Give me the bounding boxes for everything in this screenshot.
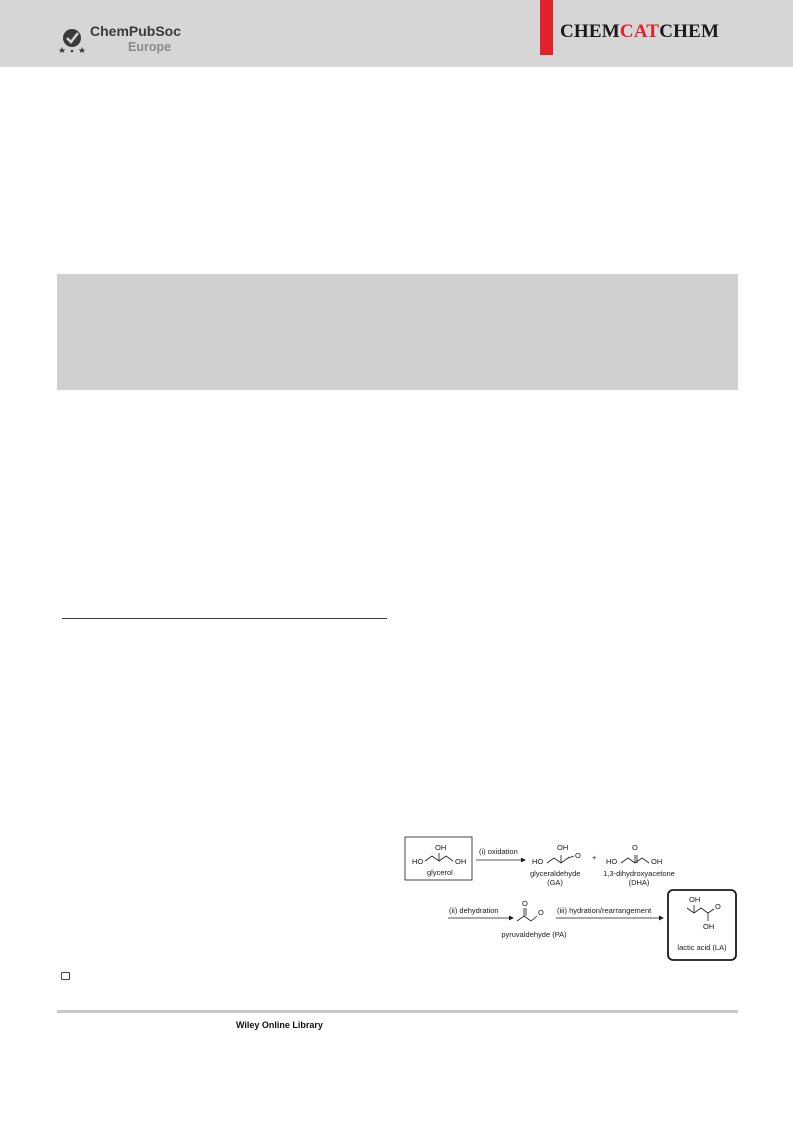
- publisher-footer: Wiley Online Library: [236, 1020, 323, 1030]
- journal-title: [560, 21, 719, 43]
- pa-skeleton: [517, 908, 537, 921]
- la-skeleton: [687, 905, 714, 921]
- ga-abbr: (GA): [547, 878, 563, 887]
- ga-ho: HO: [532, 857, 544, 866]
- arrow-head: [521, 858, 525, 862]
- arrow-head: [509, 916, 513, 920]
- la-oh-bottom: OH: [703, 922, 715, 931]
- ga-o: O: [575, 851, 581, 860]
- la-o: O: [715, 902, 721, 911]
- dha-label: 1,3-dihydroxyacetone: [603, 869, 675, 878]
- journal-title-part: CHEM: [560, 21, 620, 42]
- step1-label: (i) oxidation: [479, 847, 518, 856]
- journal-header: [0, 0, 793, 67]
- pa-label: pyruvaldehyde (PA): [501, 930, 567, 939]
- arrow-head: [659, 916, 663, 920]
- journal-accent-bar: [540, 0, 553, 55]
- journal-title-part: CHEM: [659, 21, 720, 42]
- chempubsoc-star-icon: [58, 25, 86, 53]
- la-label: lactic acid (LA): [677, 943, 727, 952]
- reaction-scheme: [404, 836, 738, 962]
- pa-o-top: O: [522, 899, 528, 908]
- ga-label: glyceraldehyde: [530, 869, 581, 878]
- journal-title-part: CAT: [619, 21, 660, 42]
- glycerol-label: glycerol: [427, 868, 453, 877]
- glycerol-oh: OH: [455, 857, 467, 866]
- ga-skeleton: [547, 855, 574, 863]
- dha-oh: OH: [651, 857, 663, 866]
- plus-sign: +: [592, 853, 597, 862]
- publisher-name: ChemPubSoc: [90, 23, 182, 39]
- step3-label: (iii) hydration/rearrangement: [557, 906, 652, 915]
- comment-icon[interactable]: [61, 972, 70, 980]
- pa-o: O: [538, 908, 544, 917]
- publisher-logo: [58, 21, 188, 61]
- dha-ho: HO: [606, 857, 618, 866]
- la-oh-top: OH: [689, 895, 701, 904]
- ga-oh: OH: [557, 843, 569, 852]
- footnote-divider: [62, 618, 387, 619]
- dha-o: O: [632, 843, 638, 852]
- glycerol-ho: HO: [412, 857, 424, 866]
- dha-abbr: (DHA): [628, 878, 650, 887]
- step2-label: (ii) dehydration: [449, 906, 499, 915]
- footer-divider: [57, 1010, 738, 1013]
- abstract-box: [57, 274, 738, 390]
- glycerol-oh-top: OH: [435, 843, 447, 852]
- glycerol-skeleton: [425, 853, 453, 861]
- publisher-subname: Europe: [128, 40, 172, 54]
- dha-skeleton: [621, 855, 649, 863]
